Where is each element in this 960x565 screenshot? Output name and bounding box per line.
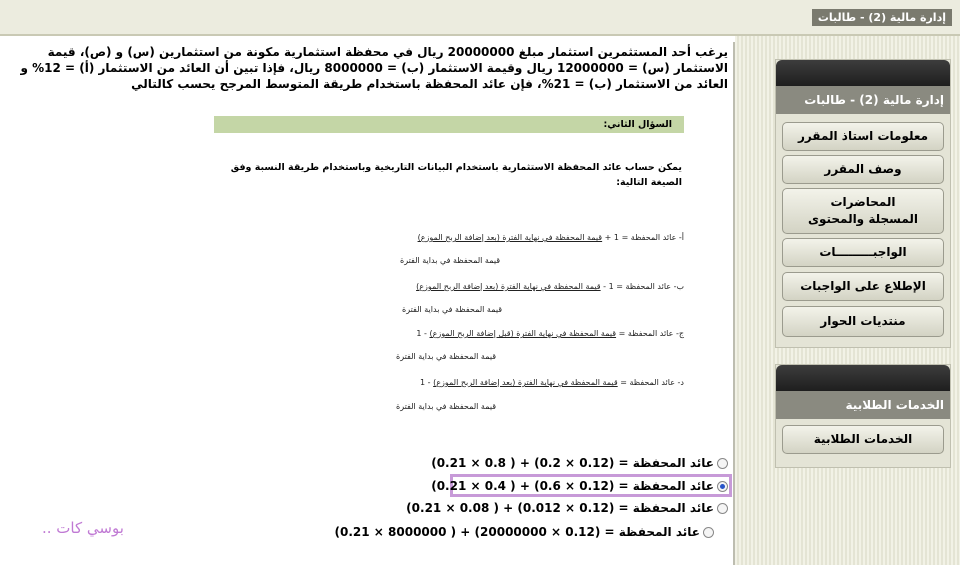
formula-b [354,282,684,292]
formula-label: عائد المحفظة = [618,329,674,338]
signature-text: بوسي كات .. [42,519,124,537]
answer-radio-1[interactable] [717,458,728,469]
formula-a-denominator: قيمة المحفظة في بداية الفترة [400,256,501,265]
formula-numerator: قيمة المحفظة في نهاية الفترة (بعد إضافة الربح الموزع) [417,233,603,242]
nav-discussion-forums[interactable]: منتديات الحوار [782,306,944,337]
formula-c-denominator: قيمة المحفظة في بداية الفترة [396,352,497,361]
nav-course-description[interactable]: وصف المقرر [782,155,944,184]
answer-option-2[interactable]: عائد المحفظة = (0.12 × 0.6) + ( 0.4 × 0.21) [431,479,714,493]
answer-option-3[interactable]: عائد المحفظة = (0.12 × 0.012) + ( 0.08 × 0.21) [406,501,714,515]
course-panel-header [776,60,950,86]
formula-a [354,233,684,243]
nav-recorded-lectures[interactable]: المحاضرات المسجلة والمحتوى [782,188,944,234]
formula-op: - 1 [420,378,431,387]
section-heading: السؤال الثاني: [214,116,684,133]
services-panel-title: الخدمات الطلابية [776,391,950,419]
section-text: يمكن حساب عائد المحفظة الاستثمارية باستخدام البيانات التاريخية وباستخدام طريقة النسبة وفق الصيغة التالية: [230,162,682,188]
formula-letter: أ- [678,233,684,242]
formula-letter: ب- [673,282,684,291]
formula-c [334,329,684,339]
answer-radio-4[interactable] [703,527,714,538]
formula-d [334,378,684,388]
formula-op: - 1 [416,329,427,338]
formula-b-denominator: قيمة المحفظة في بداية الفترة [402,305,503,314]
answer-option-1[interactable]: عائد المحفظة = (0.12 × 0.2) + ( 0.8 × 0.21) [431,456,714,470]
nav-assignments[interactable]: الواجبـــــــــات [782,238,944,267]
course-panel-title: إدارة مالية (2) - طالبات [776,86,950,114]
formula-letter: د- [677,378,684,387]
answer-radio-3[interactable] [717,503,728,514]
formula-op: 1 + [604,233,620,242]
formula-label: عائد المحفظة = [620,378,675,387]
services-panel [775,364,951,468]
formula-label: عائد المحفظة = [616,282,672,291]
services-panel-header [776,365,950,391]
answer-radio-2[interactable] [717,481,728,492]
answer-option-4[interactable]: عائد المحفظة = (0.12 × 20000000) + ( 8000000 × 0.21) [334,525,700,539]
formula-d-denominator: قيمة المحفظة في بداية الفترة [396,402,497,411]
formula-numerator: قيمة المحفظة في نهاية الفترة (قبل إضافة الربح الموزع) [429,329,617,338]
question-intro: يرغب أحد المستثمرين استثمار مبلغ 20000000 ريال في محفظة استثمارية مكونة من استثمارين (س) و (ص)، قيمة الاستثمار (س) = 12000000 ريال وقيمة الاستثمار (ب) = 8000000 ريال، فإذا تبين أن العائد من الاستثمار (أ) = 12% و العائد من الاستثمار (ب) = 21%، فإن عائد المحفظة باستخدام طريقة المتوسط المرجح يحسب كالتالي [20,45,728,91]
top-bar [0,0,960,36]
nav-instructor-info[interactable]: معلومات استاذ المقرر [782,122,944,151]
formula-numerator: قيمة المحفظة في نهاية الفترة (بعد إضافة الربح الموزع) [433,378,618,387]
nav-student-services[interactable]: الخدمات الطلابية [782,425,944,454]
formula-op: 1 - [603,282,614,291]
formula-letter: ج- [675,329,684,338]
breadcrumb[interactable]: إدارة مالية (2) - طالبات [812,9,952,26]
formula-label: عائد المحفظة = [621,233,677,242]
formula-numerator: قيمة المحفظة في نهاية الفترة (بعد إضافة الربح الموزع) [416,282,601,291]
course-panel [775,59,951,348]
nav-view-assignments[interactable]: الإطلاع على الواجبات [782,272,944,301]
